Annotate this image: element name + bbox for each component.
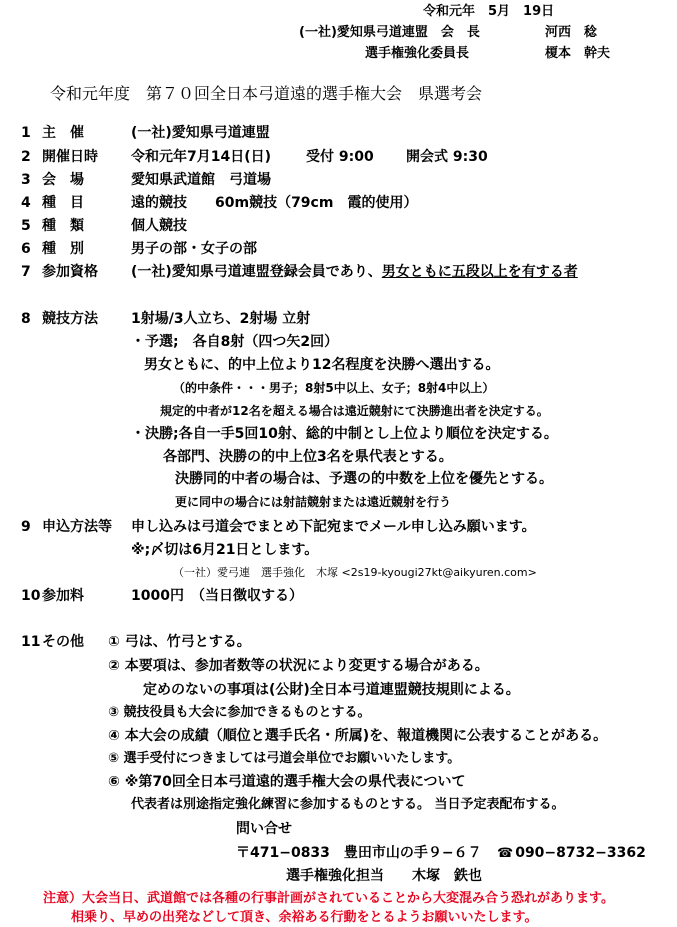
item-label: その他 bbox=[42, 634, 84, 650]
item-value bbox=[131, 265, 578, 279]
item-num: 6 bbox=[21, 241, 31, 257]
item-label: 種 目 bbox=[42, 195, 84, 211]
item-num: 3 bbox=[21, 172, 31, 188]
item-num: 8 bbox=[21, 311, 31, 327]
item-label: 主 催 bbox=[42, 125, 84, 141]
deadline-line: ※;〆切は6月21日とします。 bbox=[131, 542, 319, 558]
document-title: 令和元年度 第７０回全日本弓道遠的選手権大会 県選考会 bbox=[50, 84, 483, 103]
other-entry: ⑥ ※第70回全日本弓道遠的選手権大会の県代表について bbox=[108, 774, 466, 790]
item-num: 4 bbox=[21, 195, 31, 211]
item-num: 2 bbox=[21, 149, 31, 165]
notice-line: 相乗り、早めの出発などして頂き、余裕ある行動をとるようお願いいたします。 bbox=[71, 910, 538, 925]
eligibility-text: (一社)愛知県弓道連盟登録会員であり、 bbox=[131, 264, 382, 280]
method-line: （的中条件・・・男子；8射5中以上、女子；8射4中以上） bbox=[173, 381, 495, 395]
phone-number: 090−8732−3362 bbox=[515, 845, 646, 861]
item-num: 10 bbox=[21, 588, 41, 604]
item-label: 参加料 bbox=[42, 588, 84, 604]
inquiry-label: 問い合せ bbox=[236, 821, 292, 837]
item-num: 11 bbox=[21, 634, 41, 650]
other-entry: ① 弓は、竹弓とする。 bbox=[108, 634, 251, 650]
item-value: 愛知県武道館 弓道場 bbox=[131, 172, 271, 188]
item-num: 9 bbox=[21, 519, 31, 535]
item-label: 開催日時 bbox=[42, 149, 98, 165]
notice-line: 注意）大会当日、武道館では各種の行事計画がされていることから大変混み合う恐れがあります。 bbox=[43, 891, 614, 906]
telephone-icon: ☎ bbox=[497, 846, 514, 861]
inquiry-person: 選手権強化担当 木塚 鉄也 bbox=[286, 868, 482, 884]
committee-title: 選手権強化委員長 bbox=[365, 46, 470, 61]
method-line: 更に同中の場合には射詰競射または遠近競射を行う bbox=[175, 495, 452, 509]
method-line: ・決勝;各自一手5回10射、総的中制とし上位より順位を決定する。 bbox=[131, 426, 558, 442]
other-entry: 代表者は別途指定強化練習に参加するものとする。 当日予定表配布する。 bbox=[131, 797, 565, 812]
inquiry-address: 〒471−0833 豊田市山の手９−６７ bbox=[236, 845, 482, 861]
method-line: 1射場/3人立ち、2射場 立射 bbox=[131, 311, 311, 327]
fee-value: 1000円 （当日徴収する） bbox=[131, 588, 303, 604]
other-entry: ⑤ 選手受付につきましては弓道会単位でお願いいたします。 bbox=[108, 751, 461, 766]
issuer-name: 河西 稔 bbox=[545, 25, 598, 40]
item-label: 申込方法等 bbox=[42, 519, 112, 535]
inquiry-phone[interactable] bbox=[497, 846, 646, 860]
committee-name: 榎本 幹夫 bbox=[545, 46, 611, 61]
reception-time: 受付 9:00 bbox=[306, 149, 374, 165]
item-label: 種 類 bbox=[42, 218, 84, 234]
eligibility-underlined: 男女ともに五段以上を有する者 bbox=[381, 264, 578, 280]
item-label: 会 場 bbox=[42, 172, 84, 188]
issuer-org: (一社)愛知県弓道連盟 会 長 bbox=[299, 25, 480, 40]
item-value: (一社)愛知県弓道連盟 bbox=[131, 125, 270, 141]
other-entry: ③ 競技役員も大会に参加できるものとする。 bbox=[108, 705, 371, 720]
method-line: 規定的中者が12名を超える場合は遠近競射にて決勝進出者を決定する。 bbox=[160, 404, 549, 418]
item-value: 遠的競技 60m競技（79cm 霞的使用） bbox=[131, 195, 418, 211]
opening-time: 開会式 9:30 bbox=[406, 149, 488, 165]
item-label: 種 別 bbox=[42, 241, 84, 257]
method-line: 決勝同的中者の場合は、予選の的中数を上位を優先とする。 bbox=[175, 471, 553, 487]
item-value: 男子の部・女子の部 bbox=[131, 241, 257, 257]
issue-date: 令和元年 5月 19日 bbox=[423, 4, 555, 19]
apply-line: 申し込みは弓道会でまとめ下記宛までメール申し込み願います。 bbox=[131, 519, 536, 535]
method-line: ・予選; 各自8射（四つ矢2回） bbox=[131, 334, 339, 350]
item-value: 個人競技 bbox=[131, 218, 187, 234]
method-line: 男女ともに、的中上位より12名程度を決勝へ選出する。 bbox=[144, 357, 500, 373]
item-num: 1 bbox=[21, 125, 31, 141]
item-num: 5 bbox=[21, 218, 31, 234]
method-line: 各部門、決勝の的中上位3名を県代表とする。 bbox=[163, 449, 453, 465]
other-entry: ② 本要項は、参加者数等の状況により変更する場合がある。 bbox=[108, 658, 489, 674]
item-num: 7 bbox=[21, 264, 31, 280]
other-entry: ④ 本大会の成績（順位と選手氏名・所属)を、報道機関に公表することがある。 bbox=[108, 728, 608, 744]
item-label: 競技方法 bbox=[42, 311, 98, 327]
item-value: 令和元年7月14日(日) bbox=[131, 149, 272, 165]
contact-email[interactable]: （一社）愛弓連 選手強化 木塚 <2s19-kyougi27kt@aikyuren.com> bbox=[173, 566, 537, 579]
other-entry: 定めのないの事項は(公財)全日本弓道連盟競技規則による。 bbox=[143, 682, 520, 698]
item-label: 参加資格 bbox=[42, 264, 98, 280]
